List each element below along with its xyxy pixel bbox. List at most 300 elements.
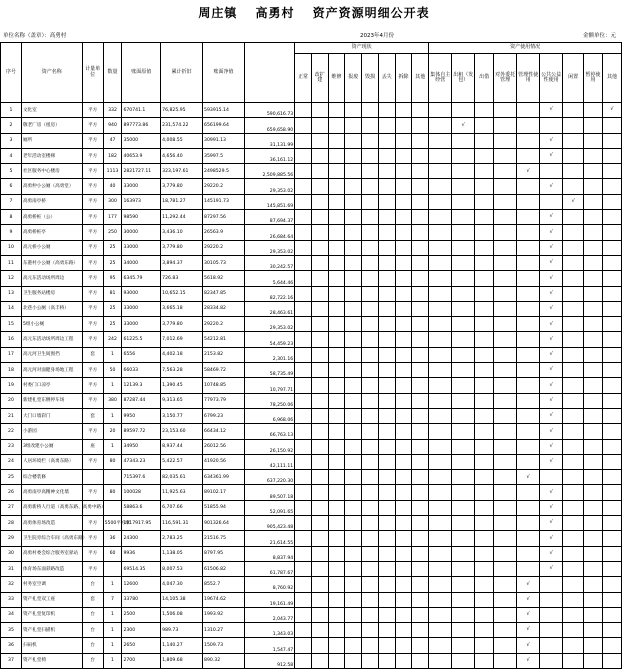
usage-cell — [602, 653, 621, 668]
row-qty: 182 — [103, 148, 122, 163]
usage-header-7: 暂停使用 — [584, 54, 603, 103]
row-current — [244, 332, 294, 347]
usage-cell — [563, 148, 584, 163]
usage-cell — [563, 347, 584, 362]
row-name: 大门口墙彩门 — [21, 408, 82, 423]
usage-cell — [563, 485, 584, 500]
usage-header-1: 出租（发包） — [452, 54, 475, 103]
usage-cell — [494, 347, 517, 362]
usage-cell — [563, 561, 584, 576]
row-seq: 19 — [1, 378, 22, 393]
usage-cell — [517, 485, 540, 500]
usage-cell — [494, 592, 517, 607]
row-current — [244, 638, 294, 653]
usage-cell: √ — [540, 485, 563, 500]
row-net: 21516.75 — [203, 531, 245, 546]
usage-cell: √ — [517, 164, 540, 179]
row-name: 北巷小公厕（高丰桥） — [21, 301, 82, 316]
usage-cell — [452, 225, 475, 240]
status-cell — [395, 286, 412, 301]
status-cell — [412, 103, 429, 118]
table-row — [1, 638, 622, 653]
row-name: 高勇南亭高精神文化墙 — [21, 485, 82, 500]
usage-header-3: 对外委托管理 — [494, 54, 517, 103]
status-cell — [412, 133, 429, 148]
usage-cell — [452, 148, 475, 163]
row-current — [244, 194, 294, 209]
usage-cell — [452, 546, 475, 561]
usage-cell — [494, 301, 517, 316]
status-cell — [395, 317, 412, 332]
row-qty: 25 — [103, 301, 122, 316]
usage-cell — [429, 638, 452, 653]
row-current-value: 19,161.49 — [269, 601, 294, 607]
row-measure: 套 — [82, 592, 103, 607]
row-name: 厕所 — [21, 133, 82, 148]
row-net: 901326.64 — [203, 516, 245, 531]
row-orig: 2821727.11 — [122, 164, 161, 179]
table-row — [1, 164, 622, 179]
usage-cell — [540, 638, 563, 653]
usage-cell — [475, 103, 494, 118]
status-cell — [295, 332, 312, 347]
usage-cell — [429, 470, 452, 485]
status-cell — [412, 240, 429, 255]
row-name: 村委门口凉亭 — [21, 378, 82, 393]
usage-cell — [584, 194, 603, 209]
row-measure: 平方 — [82, 164, 103, 179]
status-cell — [345, 408, 362, 423]
status-cell — [395, 179, 412, 194]
usage-cell — [584, 210, 603, 225]
row-current-value: 905,423.48 — [266, 525, 294, 531]
status-cell — [378, 179, 395, 194]
usage-cell — [563, 286, 584, 301]
usage-cell — [584, 225, 603, 240]
usage-cell — [429, 347, 452, 362]
status-cell — [328, 301, 345, 316]
table-row — [1, 240, 622, 255]
status-cell — [378, 240, 395, 255]
status-cell — [295, 424, 312, 439]
row-net: 10748.85 — [203, 378, 245, 393]
status-cell — [378, 623, 395, 638]
row-current — [244, 378, 294, 393]
usage-cell — [475, 317, 494, 332]
row-qty: 1 — [103, 378, 122, 393]
usage-cell — [602, 332, 621, 347]
row-name: 高元东活动场所周边工程 — [21, 332, 82, 347]
status-cell — [378, 301, 395, 316]
row-current — [244, 408, 294, 423]
usage-cell: √ — [540, 133, 563, 148]
row-qty: 300 — [103, 194, 122, 209]
status-cell — [395, 454, 412, 469]
usage-cell — [475, 286, 494, 301]
status-cell — [311, 577, 328, 592]
row-qty: 242 — [103, 332, 122, 347]
status-header-4: 毁损 — [362, 54, 379, 103]
status-cell — [311, 546, 328, 561]
usage-cell — [452, 378, 475, 393]
status-cell — [362, 470, 379, 485]
status-cell — [345, 164, 362, 179]
row-current-value: 29,353.02 — [269, 249, 294, 255]
row-qty — [103, 561, 122, 576]
row-net: 51855.94 — [203, 500, 245, 515]
usage-cell — [475, 271, 494, 286]
row-seq: 36 — [1, 638, 22, 653]
usage-cell — [540, 164, 563, 179]
usage-cell — [452, 485, 475, 500]
row-orig: 33000 — [122, 301, 161, 316]
usage-cell — [475, 577, 494, 592]
usage-cell — [517, 118, 540, 133]
row-net: 593915.14 — [203, 103, 245, 118]
table-row — [1, 454, 622, 469]
row-current — [244, 439, 294, 454]
status-cell — [395, 393, 412, 408]
usage-cell — [602, 164, 621, 179]
status-header-1: 改扩建 — [311, 54, 328, 103]
usage-cell — [452, 393, 475, 408]
row-current-value: 58,735.49 — [269, 372, 294, 378]
usage-cell — [494, 240, 517, 255]
usage-cell — [602, 148, 621, 163]
usage-cell — [494, 561, 517, 576]
row-current-value: 82,722.16 — [269, 295, 294, 301]
usage-cell — [452, 653, 475, 668]
usage-cell — [563, 577, 584, 592]
status-cell — [295, 210, 312, 225]
currency-unit: 金额单位：元 — [582, 33, 616, 39]
status-cell — [378, 516, 395, 531]
usage-cell: √ — [540, 378, 563, 393]
usage-cell — [563, 378, 584, 393]
status-cell — [295, 500, 312, 515]
col-current — [244, 43, 294, 103]
status-cell — [378, 164, 395, 179]
status-cell — [362, 301, 379, 316]
row-seq: 37 — [1, 653, 22, 668]
usage-cell — [517, 255, 540, 270]
status-cell — [412, 255, 429, 270]
usage-cell — [517, 424, 540, 439]
status-cell — [328, 133, 345, 148]
usage-cell — [584, 408, 603, 423]
usage-cell — [563, 546, 584, 561]
row-name: 村务室空调 — [21, 577, 82, 592]
status-cell — [295, 271, 312, 286]
usage-cell — [452, 561, 475, 576]
row-depr: 76,825.95 — [161, 103, 203, 118]
usage-cell: √ — [563, 194, 584, 209]
usage-cell — [563, 408, 584, 423]
status-cell — [345, 592, 362, 607]
row-current-value: 659,658.90 — [266, 127, 294, 133]
status-cell — [362, 500, 379, 515]
row-seq: 2 — [1, 118, 22, 133]
usage-cell — [602, 271, 621, 286]
row-depr: 14,105.38 — [161, 592, 203, 607]
usage-header-4: 管理性使用 — [517, 54, 540, 103]
usage-cell — [517, 179, 540, 194]
status-cell — [378, 638, 395, 653]
usage-cell — [602, 393, 621, 408]
usage-cell — [563, 363, 584, 378]
status-cell — [362, 332, 379, 347]
status-cell — [362, 317, 379, 332]
row-net: 656199.64 — [203, 118, 245, 133]
row-qty: 332 — [103, 103, 122, 118]
usage-cell — [494, 225, 517, 240]
status-cell — [328, 454, 345, 469]
row-depr: 3,779.80 — [161, 179, 203, 194]
row-current-value: 31,131.99 — [269, 142, 294, 148]
row-qty: 95 — [103, 271, 122, 286]
row-qty: 25 — [103, 255, 122, 270]
row-measure: 套 — [82, 408, 103, 423]
status-cell — [328, 332, 345, 347]
table-row — [1, 347, 622, 362]
status-cell — [295, 347, 312, 362]
usage-cell: √ — [540, 561, 563, 576]
row-name: 高勇新桥人行道（高勇东路、高勇中路） — [21, 500, 82, 515]
row-seq: 31 — [1, 561, 22, 576]
status-cell — [378, 133, 395, 148]
row-depr: 6,707.66 — [161, 500, 203, 515]
usage-cell — [602, 516, 621, 531]
usage-cell — [602, 240, 621, 255]
row-net: 1310.27 — [203, 623, 245, 638]
status-cell — [362, 194, 379, 209]
row-current-value: 2,043.77 — [272, 617, 294, 623]
usage-cell: √ — [540, 531, 563, 546]
usage-cell: √ — [540, 546, 563, 561]
row-depr: 4,402.18 — [161, 347, 203, 362]
status-cell — [345, 240, 362, 255]
usage-cell — [584, 470, 603, 485]
row-depr: 3,665.18 — [161, 301, 203, 316]
status-cell — [328, 286, 345, 301]
usage-cell — [475, 546, 494, 561]
usage-cell — [563, 638, 584, 653]
usage-cell — [475, 301, 494, 316]
row-depr: 11,925.63 — [161, 485, 203, 500]
usage-cell — [475, 638, 494, 653]
row-qty: 1 — [103, 638, 122, 653]
row-net: 1993.92 — [203, 607, 245, 622]
row-name: 敬老厂房（租房） — [21, 118, 82, 133]
status-cell — [345, 653, 362, 668]
usage-cell — [429, 592, 452, 607]
usage-cell — [602, 347, 621, 362]
status-cell — [378, 454, 395, 469]
row-measure: 平方 — [82, 393, 103, 408]
table-row — [1, 118, 622, 133]
table-row — [1, 179, 622, 194]
row-measure: 套 — [82, 347, 103, 362]
row-measure: 平方 — [82, 301, 103, 316]
row-depr: 3,894.37 — [161, 255, 203, 270]
status-cell — [328, 118, 345, 133]
usage-cell: √ — [517, 653, 540, 668]
status-cell — [412, 424, 429, 439]
row-current-value: 36,161.12 — [269, 158, 294, 164]
usage-cell: √ — [517, 607, 540, 622]
status-cell — [295, 592, 312, 607]
row-orig: 61225.5 — [122, 332, 161, 347]
row-name: 卫生服务站楼房 — [21, 286, 82, 301]
row-orig: 12600 — [122, 577, 161, 592]
row-current — [244, 577, 294, 592]
status-cell — [311, 378, 328, 393]
status-cell — [311, 454, 328, 469]
usage-cell — [475, 148, 494, 163]
usage-cell — [602, 210, 621, 225]
status-cell — [311, 179, 328, 194]
status-cell — [412, 286, 429, 301]
usage-cell — [563, 301, 584, 316]
usage-cell: √ — [540, 332, 563, 347]
row-qty: 1 — [103, 623, 122, 638]
row-name: 高元河对面健身场地工程 — [21, 363, 82, 378]
usage-cell — [429, 363, 452, 378]
status-cell — [295, 286, 312, 301]
usage-cell — [429, 286, 452, 301]
row-net: 30991.13 — [203, 133, 245, 148]
usage-cell — [429, 561, 452, 576]
usage-cell — [429, 179, 452, 194]
usage-cell — [494, 577, 517, 592]
status-cell — [362, 347, 379, 362]
status-cell — [328, 439, 345, 454]
status-cell — [362, 516, 379, 531]
table-row — [1, 393, 622, 408]
usage-cell — [494, 118, 517, 133]
row-current — [244, 516, 294, 531]
row-seq: 20 — [1, 393, 22, 408]
usage-cell — [517, 408, 540, 423]
row-name: 资产礼堂椅 — [21, 653, 82, 668]
row-seq: 16 — [1, 332, 22, 347]
row-depr: 11,292.44 — [161, 210, 203, 225]
status-cell — [345, 363, 362, 378]
status-cell — [345, 623, 362, 638]
row-net: 58469.72 — [203, 363, 245, 378]
row-net: 634361.99 — [203, 470, 245, 485]
usage-cell — [429, 164, 452, 179]
row-orig: 33780 — [122, 592, 161, 607]
row-seq: 33 — [1, 592, 22, 607]
row-current-value: 87,694.37 — [269, 219, 294, 225]
status-cell — [311, 317, 328, 332]
status-cell — [295, 531, 312, 546]
status-cell — [345, 470, 362, 485]
usage-header-2: 出借 — [475, 54, 494, 103]
status-cell — [328, 271, 345, 286]
row-net: 77973.79 — [203, 393, 245, 408]
status-cell — [362, 592, 379, 607]
usage-cell — [429, 194, 452, 209]
status-cell — [395, 516, 412, 531]
status-cell — [295, 516, 312, 531]
usage-cell — [429, 240, 452, 255]
row-net: 26012.56 — [203, 439, 245, 454]
usage-cell — [429, 148, 452, 163]
row-current — [244, 653, 294, 668]
status-cell — [295, 485, 312, 500]
usage-cell — [563, 500, 584, 515]
usage-cell: √ — [540, 255, 563, 270]
usage-cell — [563, 531, 584, 546]
status-cell — [378, 332, 395, 347]
row-seq: 9 — [1, 225, 22, 240]
usage-cell — [584, 531, 603, 546]
status-cell — [345, 531, 362, 546]
row-qty: 40 — [103, 179, 122, 194]
status-cell — [412, 148, 429, 163]
status-cell — [311, 271, 328, 286]
usage-cell — [429, 408, 452, 423]
usage-cell — [540, 592, 563, 607]
row-seq: 18 — [1, 363, 22, 378]
row-net: 82347.85 — [203, 286, 245, 301]
usage-cell — [584, 317, 603, 332]
usage-cell — [475, 194, 494, 209]
row-current-value: 29,353.02 — [269, 326, 294, 332]
row-name: 高勇村委会综合服务室驿站 — [21, 546, 82, 561]
row-seq: 11 — [1, 255, 22, 270]
col-measure: 计量单位 — [82, 43, 103, 103]
usage-cell — [602, 607, 621, 622]
row-measure: 平方 — [82, 179, 103, 194]
row-depr: 323,197.61 — [161, 164, 203, 179]
row-current — [244, 255, 294, 270]
row-current — [244, 623, 294, 638]
usage-cell — [494, 393, 517, 408]
row-orig: 35000 — [122, 133, 161, 148]
status-cell — [362, 286, 379, 301]
row-current — [244, 164, 294, 179]
usage-cell — [452, 500, 475, 515]
table-row — [1, 531, 622, 546]
usage-cell — [494, 653, 517, 668]
usage-cell — [429, 255, 452, 270]
row-measure: 平方 — [82, 378, 103, 393]
table-row — [1, 653, 622, 668]
status-cell — [378, 592, 395, 607]
status-cell — [328, 225, 345, 240]
usage-cell — [429, 500, 452, 515]
status-cell — [395, 255, 412, 270]
status-cell — [345, 516, 362, 531]
status-cell — [328, 653, 345, 668]
row-net: 2153.82 — [203, 347, 245, 362]
table-row — [1, 623, 622, 638]
row-measure: 平方 — [82, 240, 103, 255]
status-header-3: 报废 — [345, 54, 362, 103]
row-depr: 82,035.61 — [161, 470, 203, 485]
status-cell — [311, 424, 328, 439]
row-name: 5组小公厕 — [21, 317, 82, 332]
row-net: 29220.2 — [203, 179, 245, 194]
status-header-5: 丢失 — [378, 54, 395, 103]
row-current-value: 637,220.30 — [266, 479, 294, 485]
status-cell — [328, 592, 345, 607]
usage-cell — [494, 286, 517, 301]
status-cell — [395, 485, 412, 500]
